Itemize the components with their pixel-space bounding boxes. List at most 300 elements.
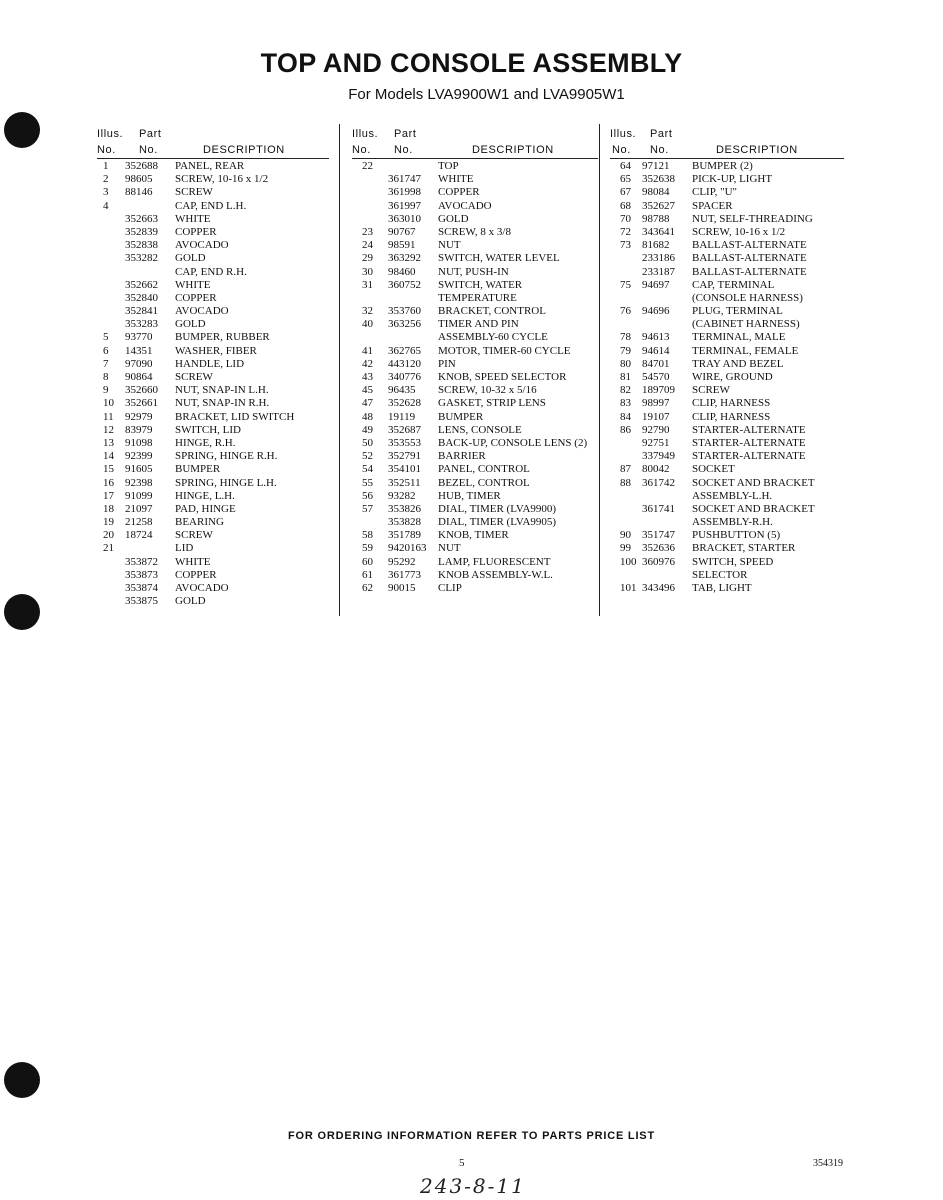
part-number: 19119 [388, 410, 416, 423]
part-number: 233186 [642, 252, 675, 265]
parts-row [610, 397, 844, 410]
part-number: 352687 [388, 423, 421, 436]
parts-row [352, 371, 598, 384]
part-description: COPPER [175, 225, 217, 238]
parts-row [352, 397, 598, 410]
part-number: 353828 [388, 516, 421, 529]
parts-row [352, 318, 598, 331]
part-description: BUMPER [175, 463, 221, 476]
part-number: 352627 [642, 199, 675, 212]
illus-number: 59 [362, 542, 373, 555]
part-description: PUSHBUTTON (5) [692, 529, 781, 542]
parts-row [97, 582, 329, 595]
parts-row [352, 424, 598, 437]
part-number: 92751 [642, 436, 670, 449]
part-number: 94614 [642, 344, 670, 357]
illus-number: 67 [620, 186, 631, 199]
parts-row [97, 318, 329, 331]
part-number: 92979 [125, 410, 153, 423]
illus-number: 14 [103, 450, 114, 463]
part-description: HINGE, R.H. [175, 436, 236, 449]
illus-number: 83 [620, 397, 631, 410]
parts-row [610, 331, 844, 344]
illus-number: 64 [620, 160, 631, 172]
illus-header: Illus. [352, 128, 379, 140]
part-description: BUMPER (2) [692, 160, 753, 172]
illus-number: 19 [103, 516, 114, 529]
parts-column-2 [352, 126, 598, 595]
parts-row [97, 252, 329, 265]
part-description: CAP, END L.H. [175, 199, 247, 212]
illus-number: 55 [362, 476, 373, 489]
part-description: SCREW [175, 186, 213, 199]
part-number: 353553 [388, 436, 421, 449]
part-number: 363010 [388, 212, 421, 225]
part-description: WIRE, GROUND [692, 371, 773, 383]
part-number: 343496 [642, 582, 675, 594]
parts-row [610, 424, 844, 437]
part-number: 54570 [642, 371, 670, 383]
illus-number: 65 [620, 173, 631, 186]
part-number: 361742 [642, 476, 675, 489]
part-description: SCREW, 10-32 x 5/16 [438, 384, 537, 397]
illus-no-header: No. [612, 144, 631, 156]
parts-row [610, 213, 844, 226]
part-number: 353283 [125, 318, 158, 331]
part-description: BALLAST-ALTERNATE [692, 265, 807, 278]
illus-number: 9 [103, 384, 109, 397]
parts-row [352, 226, 598, 239]
part-number: 362765 [388, 344, 421, 357]
part-description: WHITE [175, 555, 211, 568]
document-number: 354319 [813, 1158, 843, 1169]
part-number: 352840 [125, 291, 158, 304]
part-description: SPRING, HINGE L.H. [175, 476, 277, 489]
illus-number: 88 [620, 476, 631, 489]
part-number: 353875 [125, 595, 158, 608]
part-number: 352511 [388, 476, 421, 489]
parts-row [97, 569, 329, 582]
illus-number: 42 [362, 357, 373, 370]
part-number: 21258 [125, 516, 153, 529]
part-description: WHITE [438, 173, 474, 186]
part-description: SCREW [175, 529, 213, 542]
illus-number: 4 [103, 199, 109, 212]
part-number: 97090 [125, 357, 153, 370]
part-number: 352662 [125, 278, 158, 291]
part-description: WHITE [175, 212, 211, 225]
part-description: PICK-UP, LIGHT [692, 173, 773, 186]
illus-number: 84 [620, 410, 631, 423]
parts-row [97, 411, 329, 424]
part-number: 363292 [388, 252, 421, 265]
illus-number: 6 [103, 344, 109, 357]
part-number: 97121 [642, 160, 670, 172]
illus-number: 72 [620, 225, 631, 238]
parts-row [352, 516, 598, 529]
illus-number: 62 [362, 582, 373, 594]
illus-number: 78 [620, 331, 631, 344]
part-description: BALLAST-ALTERNATE [692, 239, 807, 252]
part-header: Part [394, 128, 417, 140]
parts-row [352, 331, 598, 344]
illus-number: 18 [103, 502, 114, 515]
parts-row [352, 358, 598, 371]
parts-row [97, 437, 329, 450]
parts-row [97, 331, 329, 344]
parts-row [352, 437, 598, 450]
part-number: 361741 [642, 502, 675, 515]
parts-row [610, 279, 844, 292]
part-description: AVOCADO [438, 199, 492, 212]
part-description: CLIP, HARNESS [692, 397, 771, 410]
parts-row [610, 239, 844, 252]
part-description: TOP [438, 160, 459, 172]
part-description: TEMPERATURE [438, 291, 517, 304]
illus-number: 17 [103, 489, 114, 502]
ordering-footer: FOR ORDERING INFORMATION REFER TO PARTS PRICE LIST [288, 1130, 655, 1142]
part-number: 360976 [642, 555, 675, 568]
part-number: 352841 [125, 305, 158, 318]
parts-row [352, 239, 598, 252]
part-number: 91605 [125, 463, 153, 476]
parts-row [610, 318, 844, 331]
part-description: MOTOR, TIMER-60 CYCLE [438, 344, 571, 357]
part-description: LAMP, FLUORESCENT [438, 555, 551, 568]
illus-number: 22 [362, 160, 373, 172]
part-number: 83979 [125, 423, 153, 436]
illus-number: 52 [362, 450, 373, 463]
illus-number: 54 [362, 463, 373, 476]
parts-row [610, 200, 844, 213]
parts-list [352, 160, 598, 595]
part-number: 233187 [642, 265, 675, 278]
part-description: KNOB ASSEMBLY-W.L. [438, 568, 553, 581]
part-description: AVOCADO [175, 305, 229, 318]
parts-row [352, 529, 598, 542]
part-number: 9420163 [388, 542, 427, 555]
part-number: 354101 [388, 463, 421, 476]
illus-number: 61 [362, 568, 373, 581]
illus-number: 75 [620, 278, 631, 291]
parts-row [97, 239, 329, 252]
parts-row [610, 516, 844, 529]
part-description: GOLD [175, 252, 206, 265]
parts-list [610, 160, 844, 595]
part-no-header: No. [650, 144, 669, 156]
parts-row [97, 213, 329, 226]
parts-row [610, 529, 844, 542]
part-number: 80042 [642, 463, 670, 476]
parts-column-1 [97, 126, 329, 608]
parts-row [352, 160, 598, 173]
parts-row [97, 556, 329, 569]
part-description: BUMPER [438, 410, 484, 423]
parts-row [97, 292, 329, 305]
parts-row [97, 266, 329, 279]
part-number: 352663 [125, 212, 158, 225]
part-description: NUT [438, 239, 461, 252]
part-description: PANEL, REAR [175, 160, 245, 172]
part-description: (CABINET HARNESS) [692, 318, 800, 331]
part-description: HUB, TIMER [438, 489, 501, 502]
parts-row [352, 213, 598, 226]
part-description: PAD, HINGE [175, 502, 236, 515]
part-description: BACK-UP, CONSOLE LENS (2) [438, 436, 588, 449]
parts-row [97, 516, 329, 529]
part-number: 361773 [388, 568, 421, 581]
parts-row [610, 186, 844, 199]
part-number: 352791 [388, 450, 421, 463]
part-number: 94696 [642, 305, 670, 318]
part-number: 90864 [125, 371, 153, 383]
part-description: WHITE [175, 278, 211, 291]
illus-number: 48 [362, 410, 373, 423]
parts-row [97, 384, 329, 397]
parts-row [352, 477, 598, 490]
part-number: 343641 [642, 225, 675, 238]
illus-number: 60 [362, 555, 373, 568]
illus-number: 57 [362, 502, 373, 515]
illus-no-header: No. [352, 144, 371, 156]
part-description: GOLD [175, 595, 206, 608]
parts-row [610, 503, 844, 516]
part-number: 361747 [388, 173, 421, 186]
parts-row [97, 173, 329, 186]
illus-number: 10 [103, 397, 114, 410]
parts-row [610, 345, 844, 358]
parts-row [610, 173, 844, 186]
illus-number: 47 [362, 397, 373, 410]
part-number: 92399 [125, 450, 153, 463]
part-description: STARTER-ALTERNATE [692, 423, 806, 436]
part-description: (CONSOLE HARNESS) [692, 291, 803, 304]
part-description: CAP, END R.H. [175, 265, 247, 278]
illus-number: 13 [103, 436, 114, 449]
column-divider [599, 124, 600, 616]
part-number: 352660 [125, 384, 158, 397]
illus-number: 41 [362, 344, 373, 357]
column-divider [339, 124, 340, 616]
part-description: KNOB, SPEED SELECTOR [438, 371, 567, 383]
illus-number: 15 [103, 463, 114, 476]
part-description: SCREW [692, 384, 730, 397]
parts-row [610, 437, 844, 450]
part-description: LID [175, 542, 194, 555]
part-description: GOLD [438, 212, 469, 225]
part-no-header: No. [394, 144, 413, 156]
parts-row [97, 358, 329, 371]
part-description: SCREW, 8 x 3/8 [438, 225, 511, 238]
parts-row [610, 266, 844, 279]
illus-number: 82 [620, 384, 631, 397]
illus-number: 81 [620, 371, 631, 383]
part-description: ASSEMBLY-L.H. [692, 489, 773, 502]
part-number: 353873 [125, 568, 158, 581]
part-number: 94613 [642, 331, 670, 344]
part-description: SWITCH, WATER LEVEL [438, 252, 560, 265]
parts-row [352, 556, 598, 569]
part-description: NUT, PUSH-IN [438, 265, 509, 278]
part-number: 353282 [125, 252, 158, 265]
illus-number: 86 [620, 423, 631, 436]
parts-row [352, 279, 598, 292]
illus-number: 24 [362, 239, 373, 252]
illus-number: 100 [620, 555, 637, 568]
parts-row [610, 556, 844, 569]
parts-row [610, 490, 844, 503]
part-number: 19107 [642, 410, 670, 423]
binder-hole-icon [4, 112, 40, 148]
part-description: CLIP [438, 582, 462, 594]
illus-number: 2 [103, 173, 109, 186]
illus-number: 49 [362, 423, 373, 436]
handwritten-note: 243-8-11 [420, 1174, 526, 1198]
part-number: 91099 [125, 489, 153, 502]
part-header: Part [650, 128, 673, 140]
part-description: STARTER-ALTERNATE [692, 450, 806, 463]
parts-row [97, 200, 329, 213]
illus-number: 68 [620, 199, 631, 212]
illus-number: 32 [362, 305, 373, 318]
part-description: NUT [438, 542, 461, 555]
part-number: 353760 [388, 305, 421, 318]
part-number: 98788 [642, 212, 670, 225]
part-description: CLIP, HARNESS [692, 410, 771, 423]
illus-number: 7 [103, 357, 109, 370]
part-description: NUT, SNAP-IN R.H. [175, 397, 270, 410]
column-header [610, 126, 844, 160]
illus-number: 16 [103, 476, 114, 489]
parts-row [97, 226, 329, 239]
parts-row [352, 503, 598, 516]
part-number: 353874 [125, 582, 158, 594]
illus-number: 43 [362, 371, 373, 383]
part-number: 84701 [642, 357, 670, 370]
illus-number: 70 [620, 212, 631, 225]
part-number: 352688 [125, 160, 158, 172]
parts-row [610, 358, 844, 371]
illus-number: 31 [362, 278, 373, 291]
part-description: TRAY AND BEZEL [692, 357, 784, 370]
column-header [97, 126, 329, 160]
parts-row [610, 582, 844, 595]
parts-row [97, 424, 329, 437]
part-description: NUT, SNAP-IN L.H. [175, 384, 269, 397]
binder-hole-icon [4, 1062, 40, 1098]
part-number: 353872 [125, 555, 158, 568]
parts-row [352, 450, 598, 463]
illus-number: 73 [620, 239, 631, 252]
parts-row [97, 503, 329, 516]
illus-number: 45 [362, 384, 373, 397]
parts-row [610, 305, 844, 318]
parts-row [352, 266, 598, 279]
part-number: 94697 [642, 278, 670, 291]
illus-number: 1 [103, 160, 109, 172]
part-description: PLUG, TERMINAL [692, 305, 783, 318]
part-number: 93282 [388, 489, 416, 502]
parts-row [610, 477, 844, 490]
part-description: SCREW, 10-16 x 1/2 [692, 225, 786, 238]
part-description: SPRING, HINGE R.H. [175, 450, 278, 463]
part-description: SCREW [175, 371, 213, 383]
part-description: TERMINAL, MALE [692, 331, 786, 344]
part-number: 96435 [388, 384, 416, 397]
illus-number: 11 [103, 410, 114, 423]
parts-row [97, 279, 329, 292]
part-description: COPPER [175, 291, 217, 304]
parts-row [610, 542, 844, 555]
parts-row [352, 345, 598, 358]
parts-row [352, 411, 598, 424]
part-description: STARTER-ALTERNATE [692, 436, 806, 449]
part-description: SELECTOR [692, 568, 748, 581]
part-number: 81682 [642, 239, 670, 252]
parts-row [610, 160, 844, 173]
part-description: ASSEMBLY-R.H. [692, 516, 773, 529]
parts-row [610, 252, 844, 265]
parts-row [97, 186, 329, 199]
part-description: COPPER [175, 568, 217, 581]
part-number: 361998 [388, 186, 421, 199]
part-number: 92790 [642, 423, 670, 436]
parts-row [610, 463, 844, 476]
illus-number: 40 [362, 318, 373, 331]
part-description: SCREW, 10-16 x 1/2 [175, 173, 269, 186]
part-number: 360752 [388, 278, 421, 291]
parts-row [352, 292, 598, 305]
header-rule [610, 158, 844, 159]
parts-row [610, 292, 844, 305]
part-description: PIN [438, 357, 456, 370]
part-description: BRACKET, STARTER [692, 542, 796, 555]
description-header: DESCRIPTION [716, 144, 798, 156]
part-description: BUMPER, RUBBER [175, 331, 270, 344]
parts-row [610, 384, 844, 397]
parts-row [610, 226, 844, 239]
part-description: WASHER, FIBER [175, 344, 257, 357]
part-description: DIAL, TIMER (LVA9905) [438, 516, 557, 529]
parts-row [352, 582, 598, 595]
part-description: GOLD [175, 318, 206, 331]
parts-row [97, 490, 329, 503]
part-header: Part [139, 128, 162, 140]
part-number: 352838 [125, 239, 158, 252]
parts-row [97, 463, 329, 476]
parts-row [352, 384, 598, 397]
illus-number: 101 [620, 582, 637, 594]
parts-row [97, 305, 329, 318]
parts-column-3 [610, 126, 844, 595]
parts-row [352, 463, 598, 476]
parts-row [97, 450, 329, 463]
parts-row [352, 305, 598, 318]
parts-row [97, 595, 329, 608]
parts-row [97, 345, 329, 358]
column-header [352, 126, 598, 160]
header-rule [352, 158, 598, 159]
page-number: 5 [459, 1157, 465, 1169]
part-description: SWITCH, SPEED [692, 555, 774, 568]
page-subtitle: For Models LVA9900W1 and LVA9905W1 [348, 86, 625, 103]
part-number: 92398 [125, 476, 153, 489]
part-number: 351747 [642, 529, 675, 542]
part-number: 337949 [642, 450, 675, 463]
illus-number: 58 [362, 529, 373, 542]
part-number: 352638 [642, 173, 675, 186]
illus-number: 3 [103, 186, 109, 199]
